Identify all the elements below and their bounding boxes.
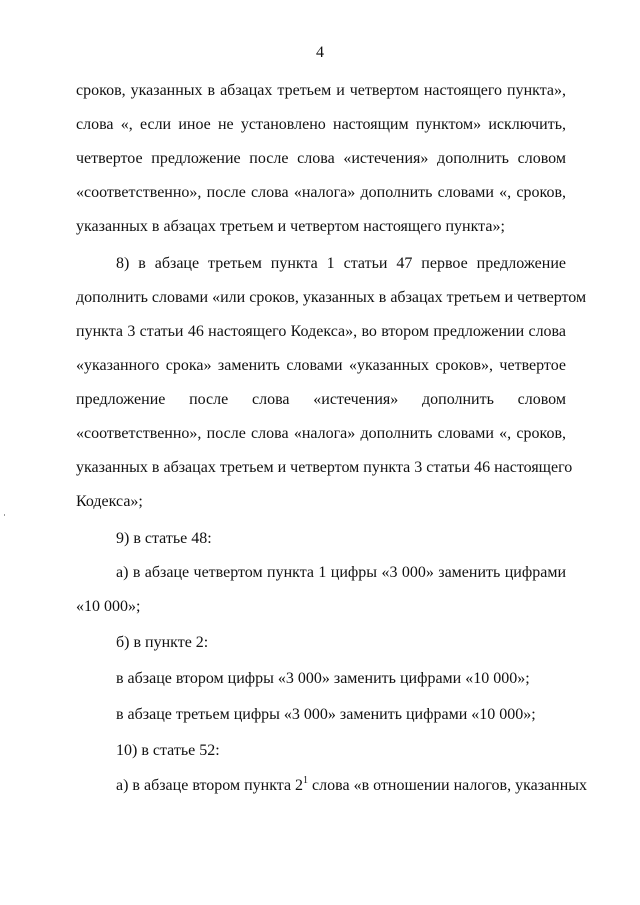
- text-line: Кодекса»;: [76, 493, 143, 510]
- last-line-after: слова «в отношении налогов, указанных: [308, 777, 588, 794]
- superscript: 1: [303, 774, 309, 786]
- text-line: «указанного срока» заменить словами «указанных сроков», четвертое: [76, 357, 566, 374]
- text-line: сроков, указанных в абзацах третьем и четвертом настоящего пункта»,: [76, 82, 566, 99]
- text-line: четвертое предложение после слова «истечения» дополнить словом: [76, 150, 566, 167]
- text-line: указанных в абзацах третьем и четвертом настоящего пункта»;: [76, 218, 505, 235]
- text-line: «соответственно», после слова «налога» дополнить словами «, сроков,: [76, 425, 566, 442]
- text-line: пункта 3 статьи 46 настоящего Кодекса», во втором предложении слова: [76, 323, 566, 340]
- text-line: предложение после слова «истечения» дополнить словом: [76, 391, 566, 408]
- text-line: «10 000»;: [76, 598, 141, 615]
- paragraph-8-start: 8) в абзаце третьем пункта 1 статьи 47 первое предложение: [116, 255, 566, 272]
- text-line: «соответственно», после слова «налога» дополнить словами «, сроков,: [76, 184, 566, 201]
- subparagraph-b: б) в пункте 2:: [116, 634, 209, 651]
- last-line-before: а) в абзаце втором пункта 2: [116, 777, 304, 794]
- text-line: слова «, если иное не установлено настоящим пунктом» исключить,: [76, 116, 566, 133]
- text-line: в абзаце втором цифры «3 000» заменить цифрами «10 000»;: [116, 670, 530, 687]
- margin-mark: [4, 514, 5, 516]
- text-line: дополнить словами «или сроков, указанных в абзацах третьем и четвертом: [76, 289, 587, 306]
- subparagraph-a: а) в абзаце четвертом пункта 1 цифры «3 000» заменить цифрами: [116, 564, 566, 581]
- paragraph-9-start: 9) в статье 48:: [116, 530, 212, 547]
- subparagraph-a-last: [116, 774, 588, 796]
- paragraph-10-start: 10) в статье 52:: [116, 742, 220, 759]
- page-number: 4: [316, 44, 324, 61]
- text-line: указанных в абзацах третьем и четвертом пункта 3 статьи 46 настоящего: [76, 459, 573, 476]
- text-line: в абзаце третьем цифры «3 000» заменить цифрами «10 000»;: [116, 706, 536, 723]
